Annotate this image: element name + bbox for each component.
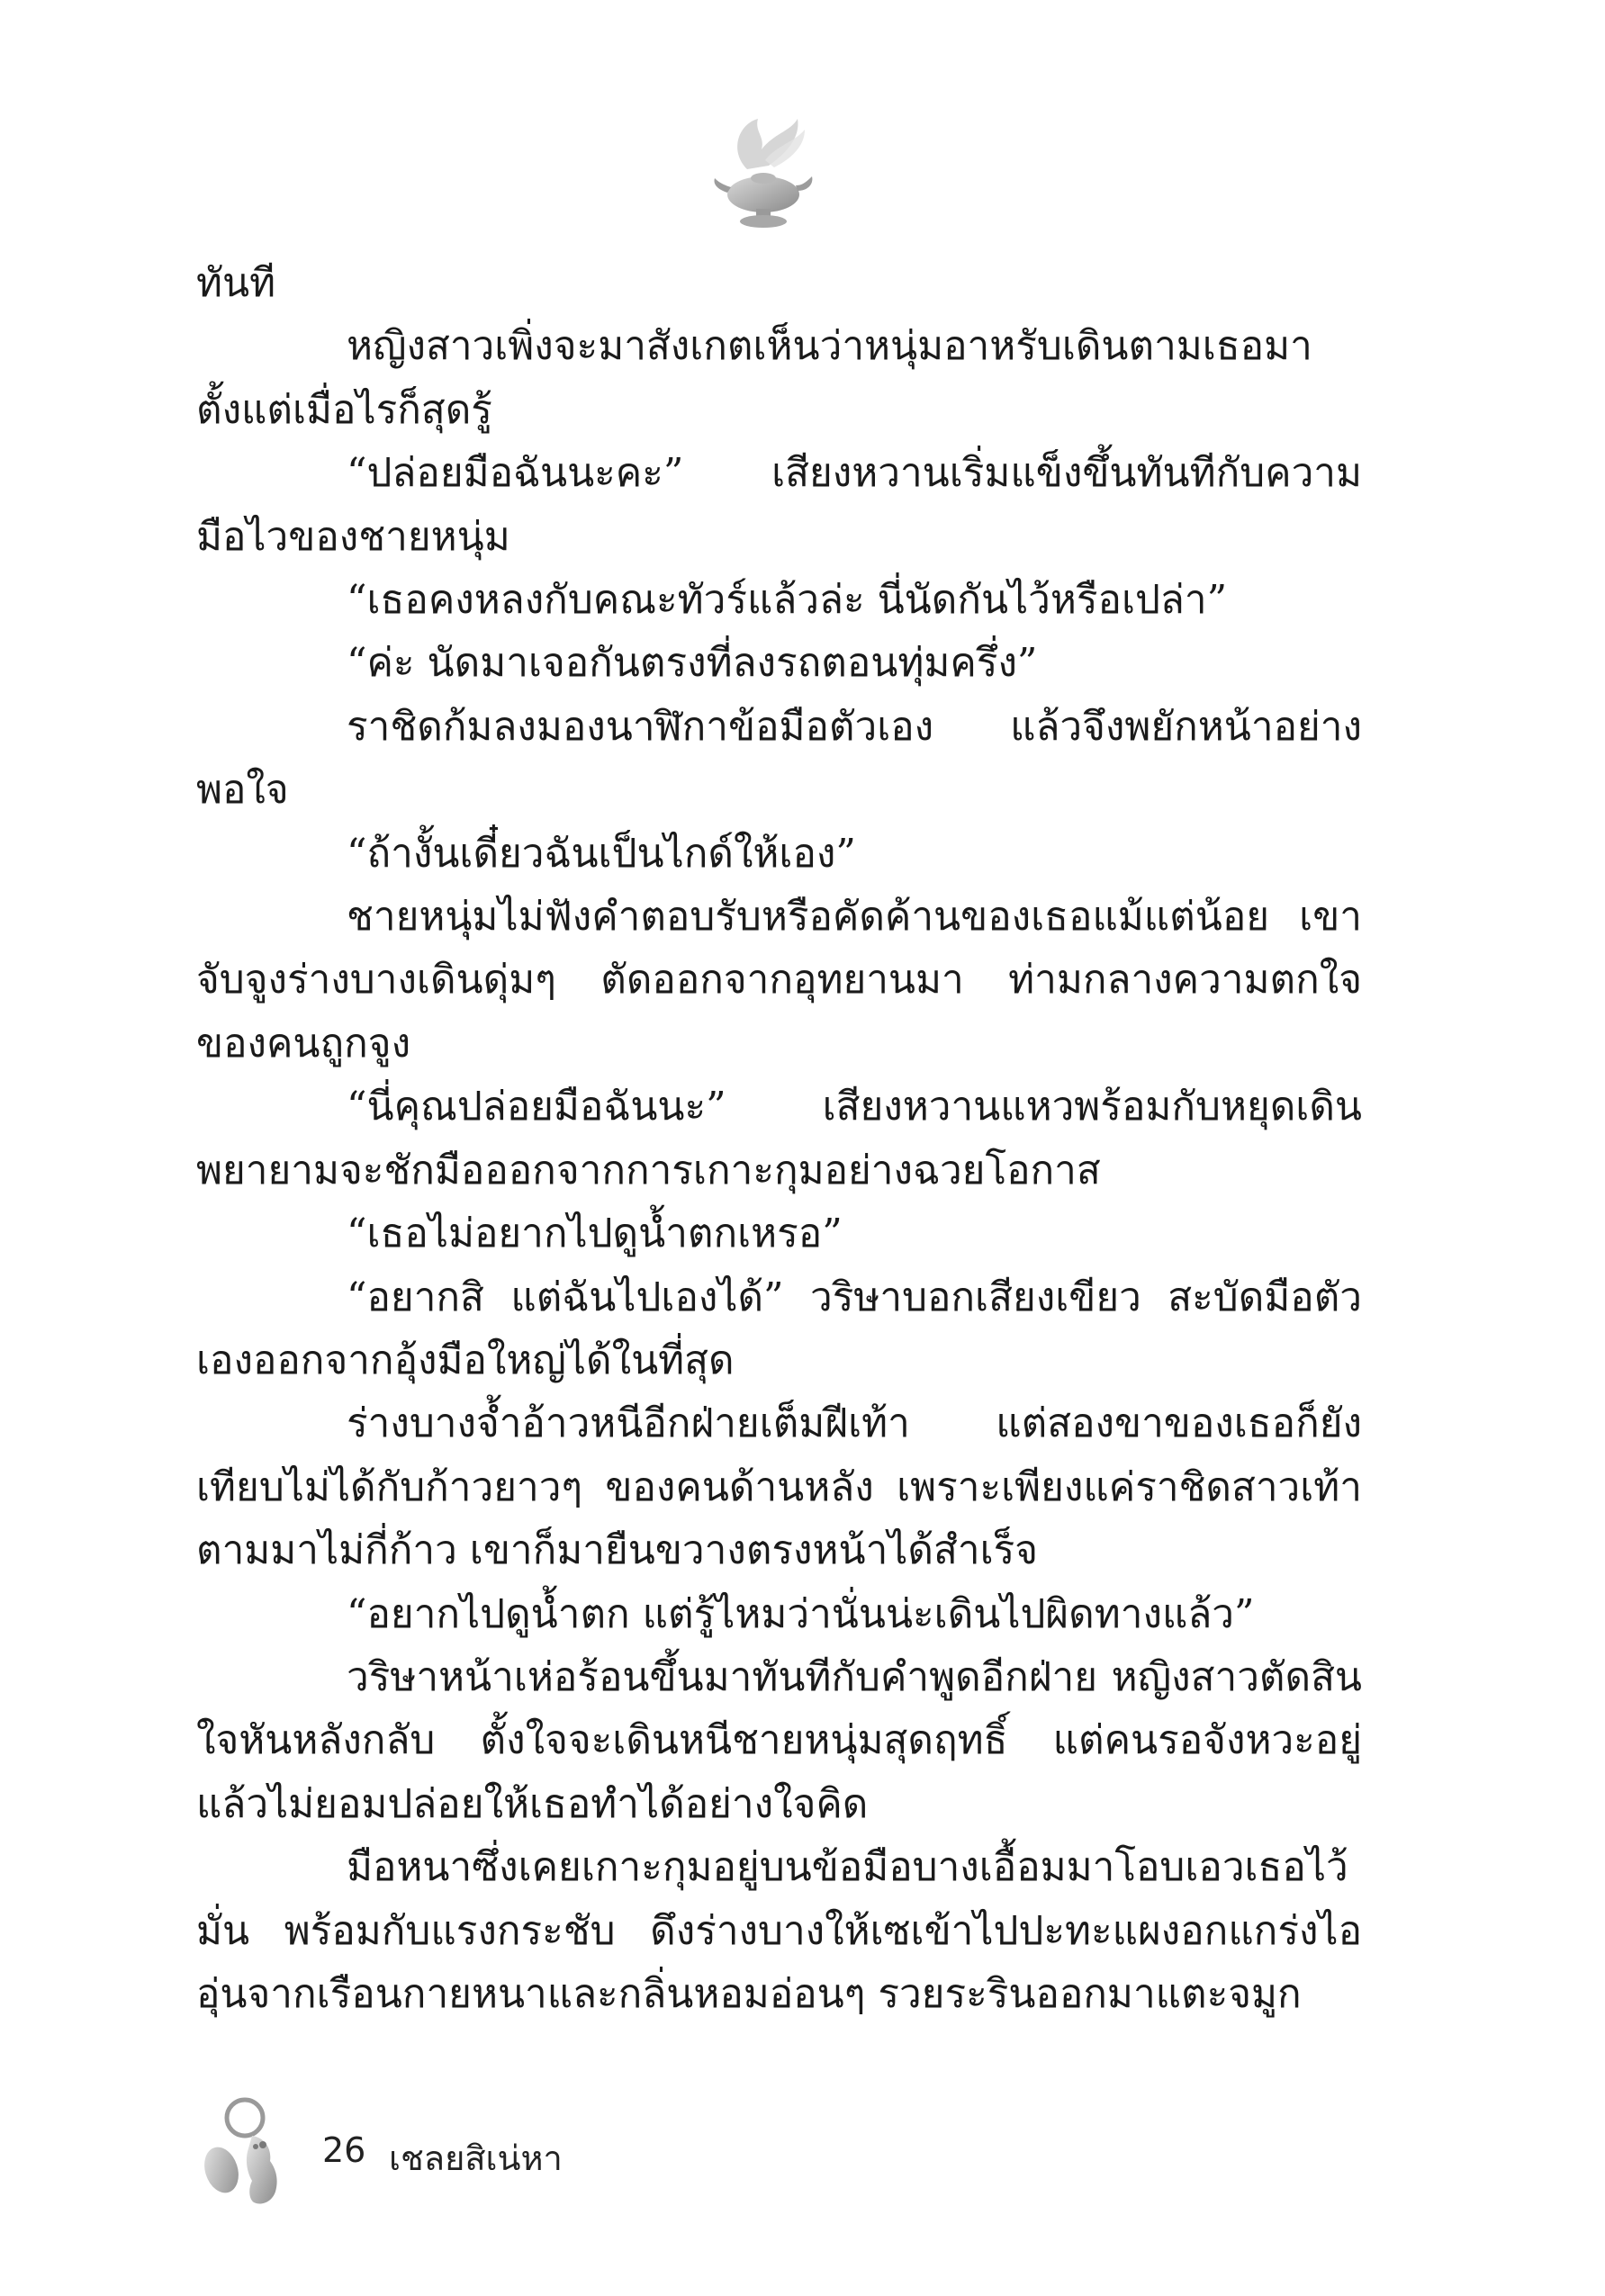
paragraph: วริษาหน้าเห่อร้อนขึ้นมาทันทีกับคำพูดอีกฝ่าย หญิงสาวตัดสินใจหันหลังกลับ ตั้งใจจะเดินหนีชายหนุ่มสุดฤทธิ์ แต่คนรอจังหวะอยู่แล้วไม่ยอมปล่อยให้เธอทำได้อย่างใจคิด [196, 1653, 1362, 1827]
paragraph: ราชิดก้มลงมองนาฬิกาข้อมือตัวเอง แล้วจึงพยักหน้าอย่างพอใจ [196, 703, 1362, 814]
paragraph: “นี่คุณปล่อยมือฉันนะ” เสียงหวานแหวพร้อมกับหยุดเดินพยายามจะชักมือออกจากการเกาะกุมอย่างฉวยโอกาส [196, 1084, 1362, 1193]
paragraph: “ปล่อยมือฉันนะคะ” เสียงหวานเริ่มแข็งขึ้นทันทีกับความมือไวของชายหนุ่ม [196, 450, 1362, 560]
page-number: 26 [322, 2130, 366, 2170]
paragraph: “ถ้างั้นเดี๋ยวฉันเป็นไกด์ให้เอง” [347, 830, 856, 877]
paragraph: ทันที [196, 260, 276, 306]
page-footer [189, 2093, 729, 2210]
paragraph: “อยากสิ แต่ฉันไปเองได้” วริษาบอกเสียงเขียว สะบัดมือตัวเองออกจากอุ้งมือใหญ่ได้ในที่สุด [196, 1274, 1362, 1383]
paragraph: “เธอคงหลงกับคณะทัวร์แล้วล่ะ นี่นัดกันไว้หรือเปล่า” [347, 577, 1228, 624]
paragraph: “อยากไปดูน้ำตก แต่รู้ไหมว่านั่นน่ะเดินไปผิดทางแล้ว” [347, 1590, 1255, 1637]
paragraph: หญิงสาวเพิ่งจะมาสังเกตเห็นว่าหนุ่มอาหรับเดินตามเธอมาตั้งแต่เมื่อไรก็สุดรู้ [196, 323, 1312, 433]
paragraph: “เธอไม่อยากไปดูน้ำตกเหรอ” [347, 1211, 843, 1257]
paragraph: “ค่ะ นัดมาเจอกันตรงที่ลงรถตอนทุ่มครึ่ง” [347, 640, 1038, 687]
paragraph: ร่างบางจ้ำอ้าวหนีอีกฝ่ายเต็มฝีเท้า แต่สองขาของเธอก็ยังเทียบไม่ได้กับก้าวยาวๆ ของคนด้านหลัง เพราะเพียงแค่ราชิดสาวเท้าตามมาไม่กี่ก้าว เขาก็มายืนขวางตรงหน้าได้สำเร็จ [196, 1400, 1362, 1574]
keychain-icon [189, 2093, 306, 2210]
paragraph: ชายหนุ่มไม่ฟังคำตอบรับหรือคัดค้านของเธอแม้แต่น้อย เขาจับจูงร่างบางเดินดุ่มๆ ตัดออกจากอุทยานมา ท่ามกลางความตกใจของคนถูกจูง [196, 894, 1362, 1067]
genie-lamp-icon [711, 106, 817, 232]
story-body [196, 252, 1362, 2026]
running-title: เชลยสิเน่หา [389, 2138, 563, 2178]
paragraph: มือหนาซึ่งเคยเกาะกุมอยู่บนข้อมือบางเอื้อมมาโอบเอวเธอไว้มั่น พร้อมกับแรงกระชับ ดึงร่างบางให้เซเข้าไปปะทะแผงอกแกร่งไออุ่นจากเรือนกายหนาและกลิ่นหอมอ่อนๆ รวยระรินออกมาแตะจมูก [196, 1844, 1362, 2017]
